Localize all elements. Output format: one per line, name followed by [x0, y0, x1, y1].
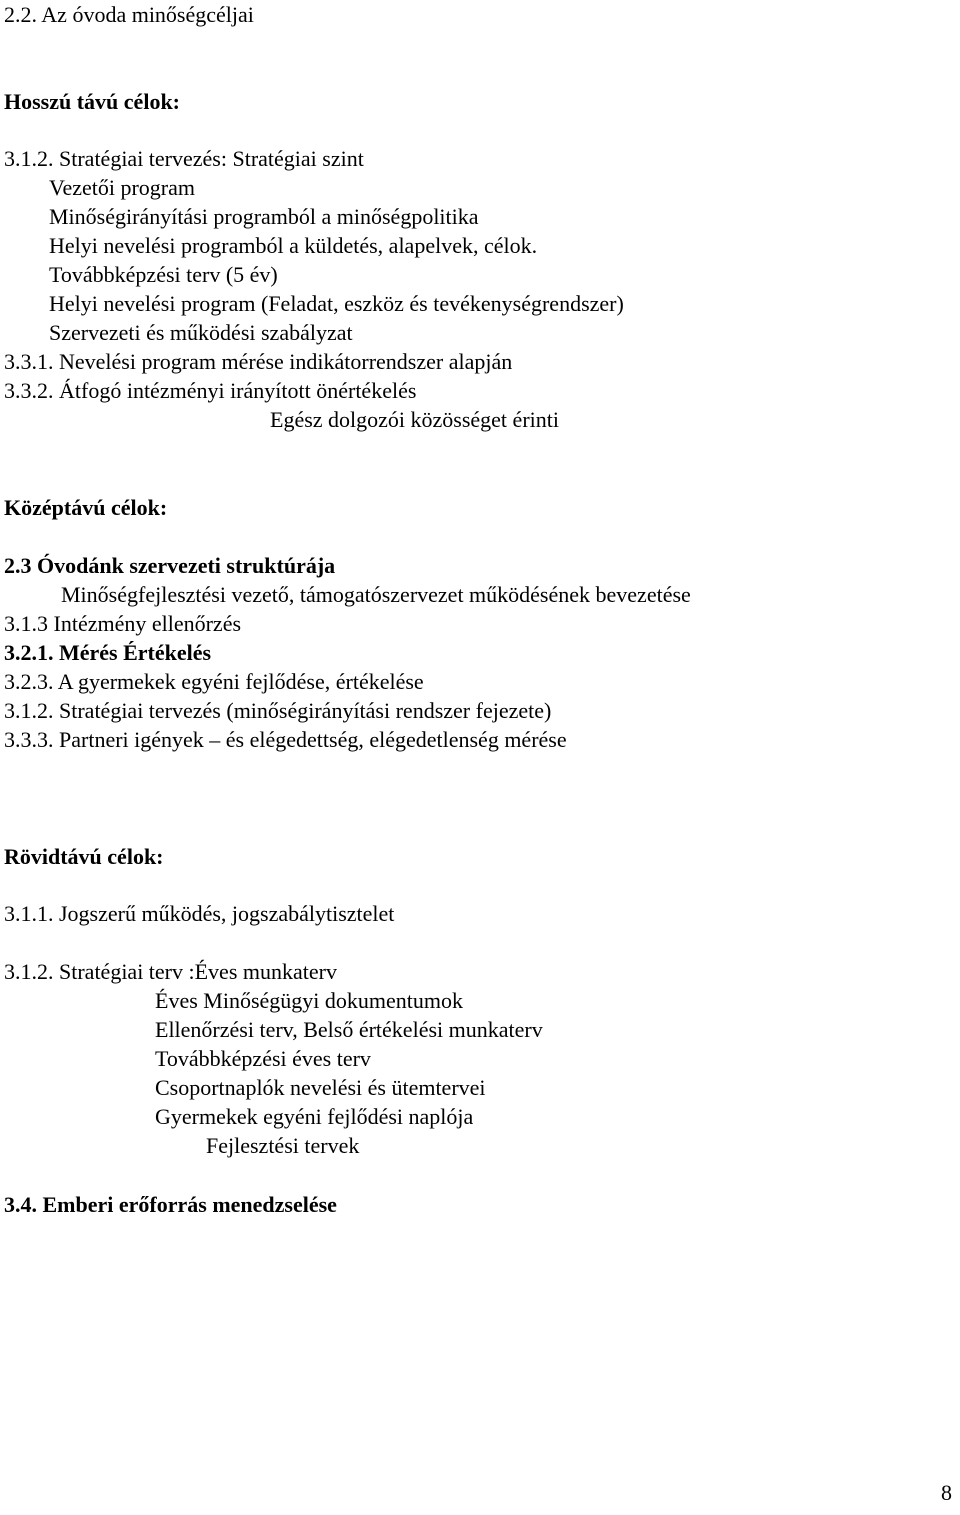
- long-term-line: Helyi nevelési programból a küldetés, alapelvek, célok.: [49, 233, 538, 258]
- mid-term-line: 3.2.1. Mérés Értékelés: [4, 640, 212, 665]
- short-term-line: 3.4. Emberi erőforrás menedzselése: [4, 1192, 337, 1217]
- short-term-line: Továbbképzési éves terv: [155, 1046, 371, 1071]
- long-term-line: Vezetői program: [49, 175, 195, 200]
- mid-term-line: 3.1.2. Stratégiai tervezés (minőségirányítási rendszer fejezete): [4, 698, 552, 723]
- short-term-line: Ellenőrzési terv, Belső értékelési munkaterv: [155, 1017, 543, 1042]
- long-term-line: Továbbképzési terv (5 év): [49, 262, 278, 287]
- short-term-line: Gyermekek egyéni fejlődési naplója: [155, 1104, 474, 1129]
- short-term-line: Éves Minőségügyi dokumentumok: [155, 988, 463, 1013]
- page-number: 8: [941, 1480, 952, 1505]
- mid-term-line: 3.2.3. A gyermekek egyéni fejlődése, értékelése: [4, 669, 424, 694]
- mid-term-line: 3.3.3. Partneri igények – és elégedettség, elégedetlenség mérése: [4, 727, 567, 752]
- short-term-line: 3.1.2. Stratégiai terv :Éves munkaterv: [4, 959, 337, 984]
- long-term-line: Minőségirányítási programból a minőségpolitika: [49, 204, 479, 229]
- short-term-line: Fejlesztési tervek: [206, 1133, 360, 1158]
- long-term-line: 3.3.2. Átfogó intézményi irányított önértékelés: [4, 378, 417, 403]
- mid-term-line: 3.1.3 Intézmény ellenőrzés: [4, 611, 242, 636]
- long-term-line: 3.1.2. Stratégiai tervezés: Stratégiai szint: [4, 146, 364, 171]
- short-term-title: Rövidtávú célok:: [4, 844, 164, 869]
- long-term-line: Egész dolgozói közösséget érinti: [270, 407, 559, 432]
- page-heading: 2.2. Az óvoda minőségcéljai: [4, 2, 254, 27]
- short-term-line: 3.1.1. Jogszerű működés, jogszabálytisztelet: [4, 901, 395, 926]
- mid-term-title: Középtávú célok:: [4, 495, 168, 520]
- mid-term-line: 2.3 Óvodánk szervezeti struktúrája: [4, 553, 336, 578]
- long-term-title: Hosszú távú célok:: [4, 89, 180, 114]
- long-term-line: Helyi nevelési program (Feladat, eszköz és tevékenységrendszer): [49, 291, 624, 316]
- long-term-line: 3.3.1. Nevelési program mérése indikátorrendszer alapján: [4, 349, 513, 374]
- short-term-line: Csoportnaplók nevelési és ütemtervei: [155, 1075, 486, 1100]
- mid-term-line: Minőségfejlesztési vezető, támogatószervezet működésének bevezetése: [61, 582, 691, 607]
- long-term-line: Szervezeti és működési szabályzat: [49, 320, 353, 345]
